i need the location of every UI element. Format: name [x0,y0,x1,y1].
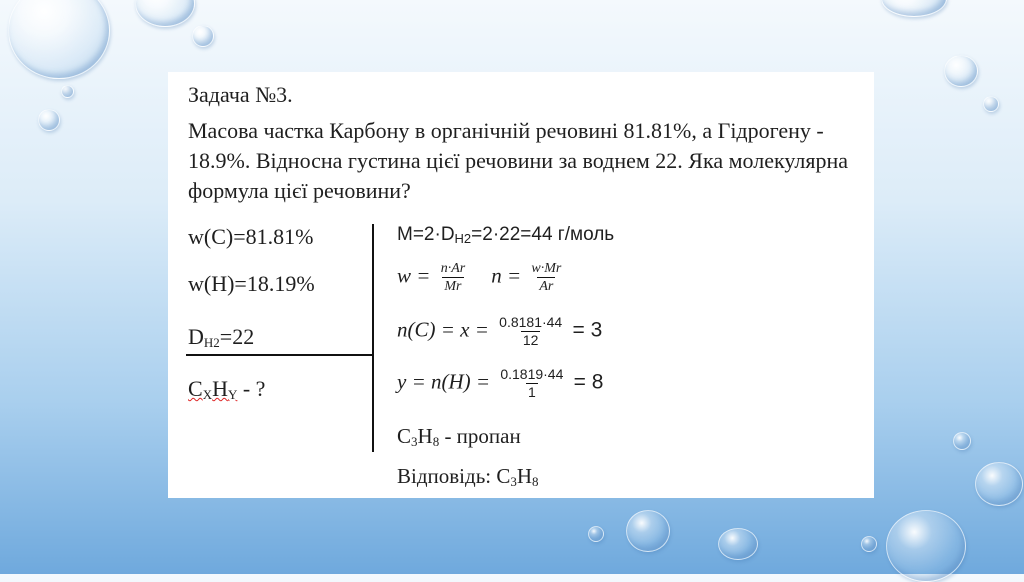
water-drop [975,462,1023,506]
carbon-count-calculation: n(C) = x = $\frac{0.8181\cdot 44}{12}$ = 3 [397,314,603,348]
given-divider-vertical [372,224,374,452]
water-drop [38,109,60,131]
water-drop [588,526,604,542]
hydrogen-fraction: $\frac{0.1819\cdot 44}{1}$ [500,366,564,400]
problem-statement: Масова частка Карбону в органічній речовині 81.81%, а Гідрогену - 18.9%. Відносна густина цієї речовини за воднем 22. Яка молекулярна формула цієї речовини? [188,118,848,203]
carbon-fraction: $\frac{0.8181\cdot 44}{12}$ [499,314,563,348]
water-drop [135,0,195,27]
water-drop [192,25,214,47]
task-slide [168,72,874,498]
atom-count-fraction: $\frac{w\cdot Mr}{Ar}$ [531,261,562,294]
given-relative-density: $D_{H2}=22$ [188,324,255,350]
mass-fraction-formulas: w = $\frac{n\cdot Ar}{Mr}$ n = $\frac{w\cdot Mr}{Ar}$ [397,261,562,294]
unknown-formula-symbol: $C_XH_Y$ [188,376,238,402]
water-drop [886,510,966,582]
water-drop [8,0,110,79]
unknown-formula: $C_XH_Y$ - ? [188,376,266,402]
water-drop [881,0,947,17]
hydrogen-count-calculation: y = n(H) = $\frac{0.1819\cdot 44}{1}$ = 8 [397,366,604,400]
mass-fraction-fraction: $\frac{n\cdot Ar}{Mr}$ [440,261,466,294]
task-title: Задача №3. [188,82,293,107]
given-mass-fraction-carbon: w(C)=81.81% [188,224,314,249]
given-divider-horizontal [186,354,374,356]
water-drop [718,528,758,560]
water-drop [61,85,74,98]
water-drop [983,96,999,112]
water-drop [626,510,670,552]
water-drop [953,432,971,450]
water-drop [944,55,978,87]
water-drop [861,536,877,552]
given-mass-fraction-hydrogen: w(H)=18.19% [188,271,315,296]
answer-line: Відповідь: $C_3H_8$ [397,464,539,489]
molar-mass-line: $M=2\cdot D_{H2}=2\cdot 22=44$ г/моль [397,224,615,246]
result-formula: $C_3H_8$ - пропан [397,424,521,449]
